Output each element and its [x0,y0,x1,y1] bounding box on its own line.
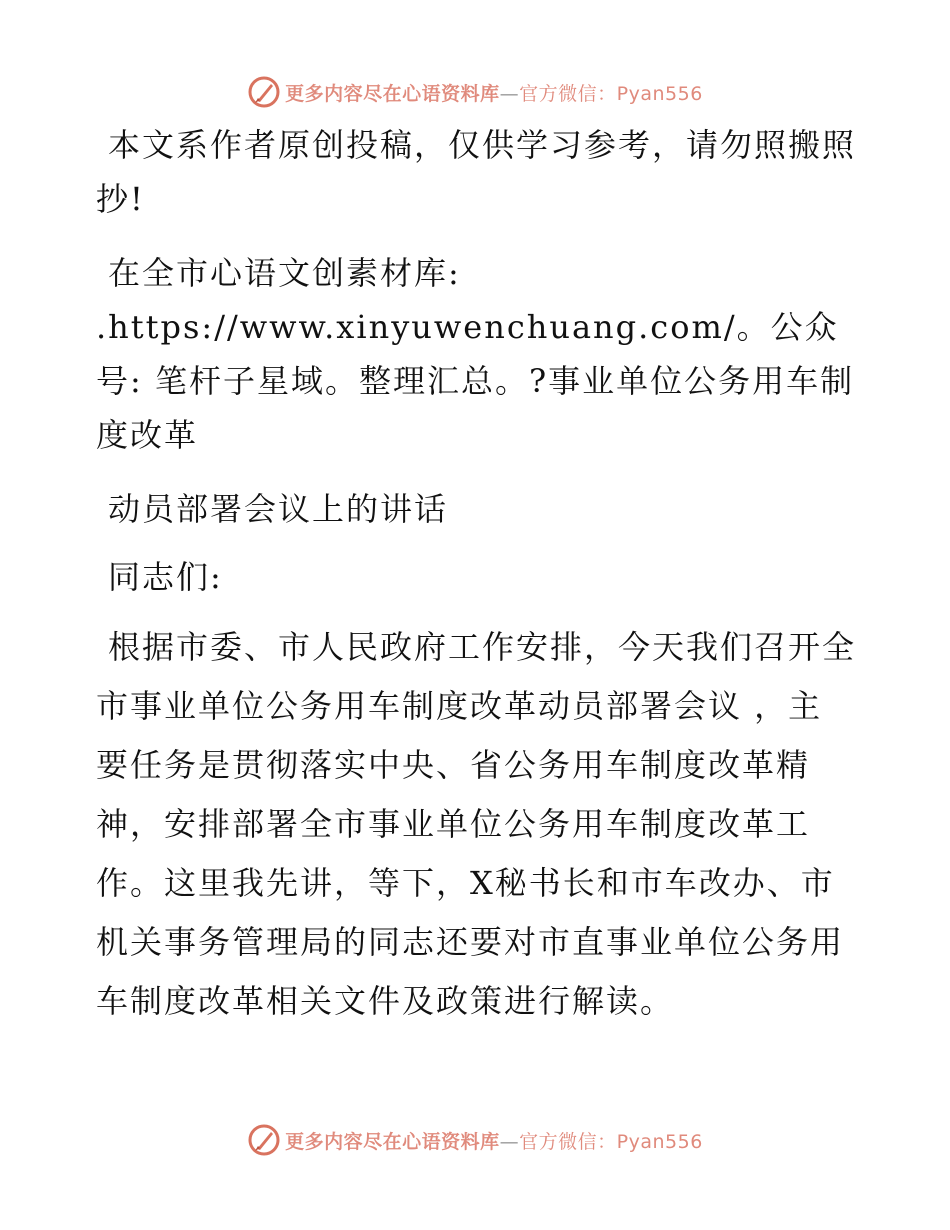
footer-banner [0,1120,950,1160]
banner-text [285,1127,703,1154]
source-paragraph: 在全市心语文创素材库: .https://www.xinyuwenchuang.com/。公众号: 笔杆子星域。整理汇总。?事业单位公务用车制度改革 [96,254,855,454]
banner-left-text: 更多内容尽在心语资料库 [285,1130,500,1153]
banner-text [285,79,703,106]
speech-title: 动员部署会议上的讲话 [108,490,449,528]
body-paragraph: 根据市委、市人民政府工作安排，今天我们召开全市事业单位公务用车制度改革动员部署会议 ，主要任务是贯彻落实中央、省公务用车制度改革精神，安排部署全市事业单位公务用车制度改革工作。这里我先讲，等下，X秘书长和市车改办、市机关事务管理局的同志还要对市直事业单位公务用车制度改革相关文件及政策进行解读。 [96,628,857,1020]
banner-separator: — [499,82,520,105]
header-banner [0,72,950,112]
banner-left-text: 更多内容尽在心语资料库 [285,82,500,105]
document-body [96,118,856,1051]
banner-right-text: 官方微信：Pyan556 [519,1130,703,1153]
disclaimer-paragraph: 本文系作者原创投稿，仅供学习参考，请勿照搬照抄! [96,126,857,218]
banner-separator: — [499,1130,520,1153]
quill-pen-logo-icon [247,75,281,109]
salutation: 同志们: [108,558,223,596]
quill-pen-logo-icon [247,1123,281,1157]
banner-right-text: 官方微信：Pyan556 [519,82,703,105]
